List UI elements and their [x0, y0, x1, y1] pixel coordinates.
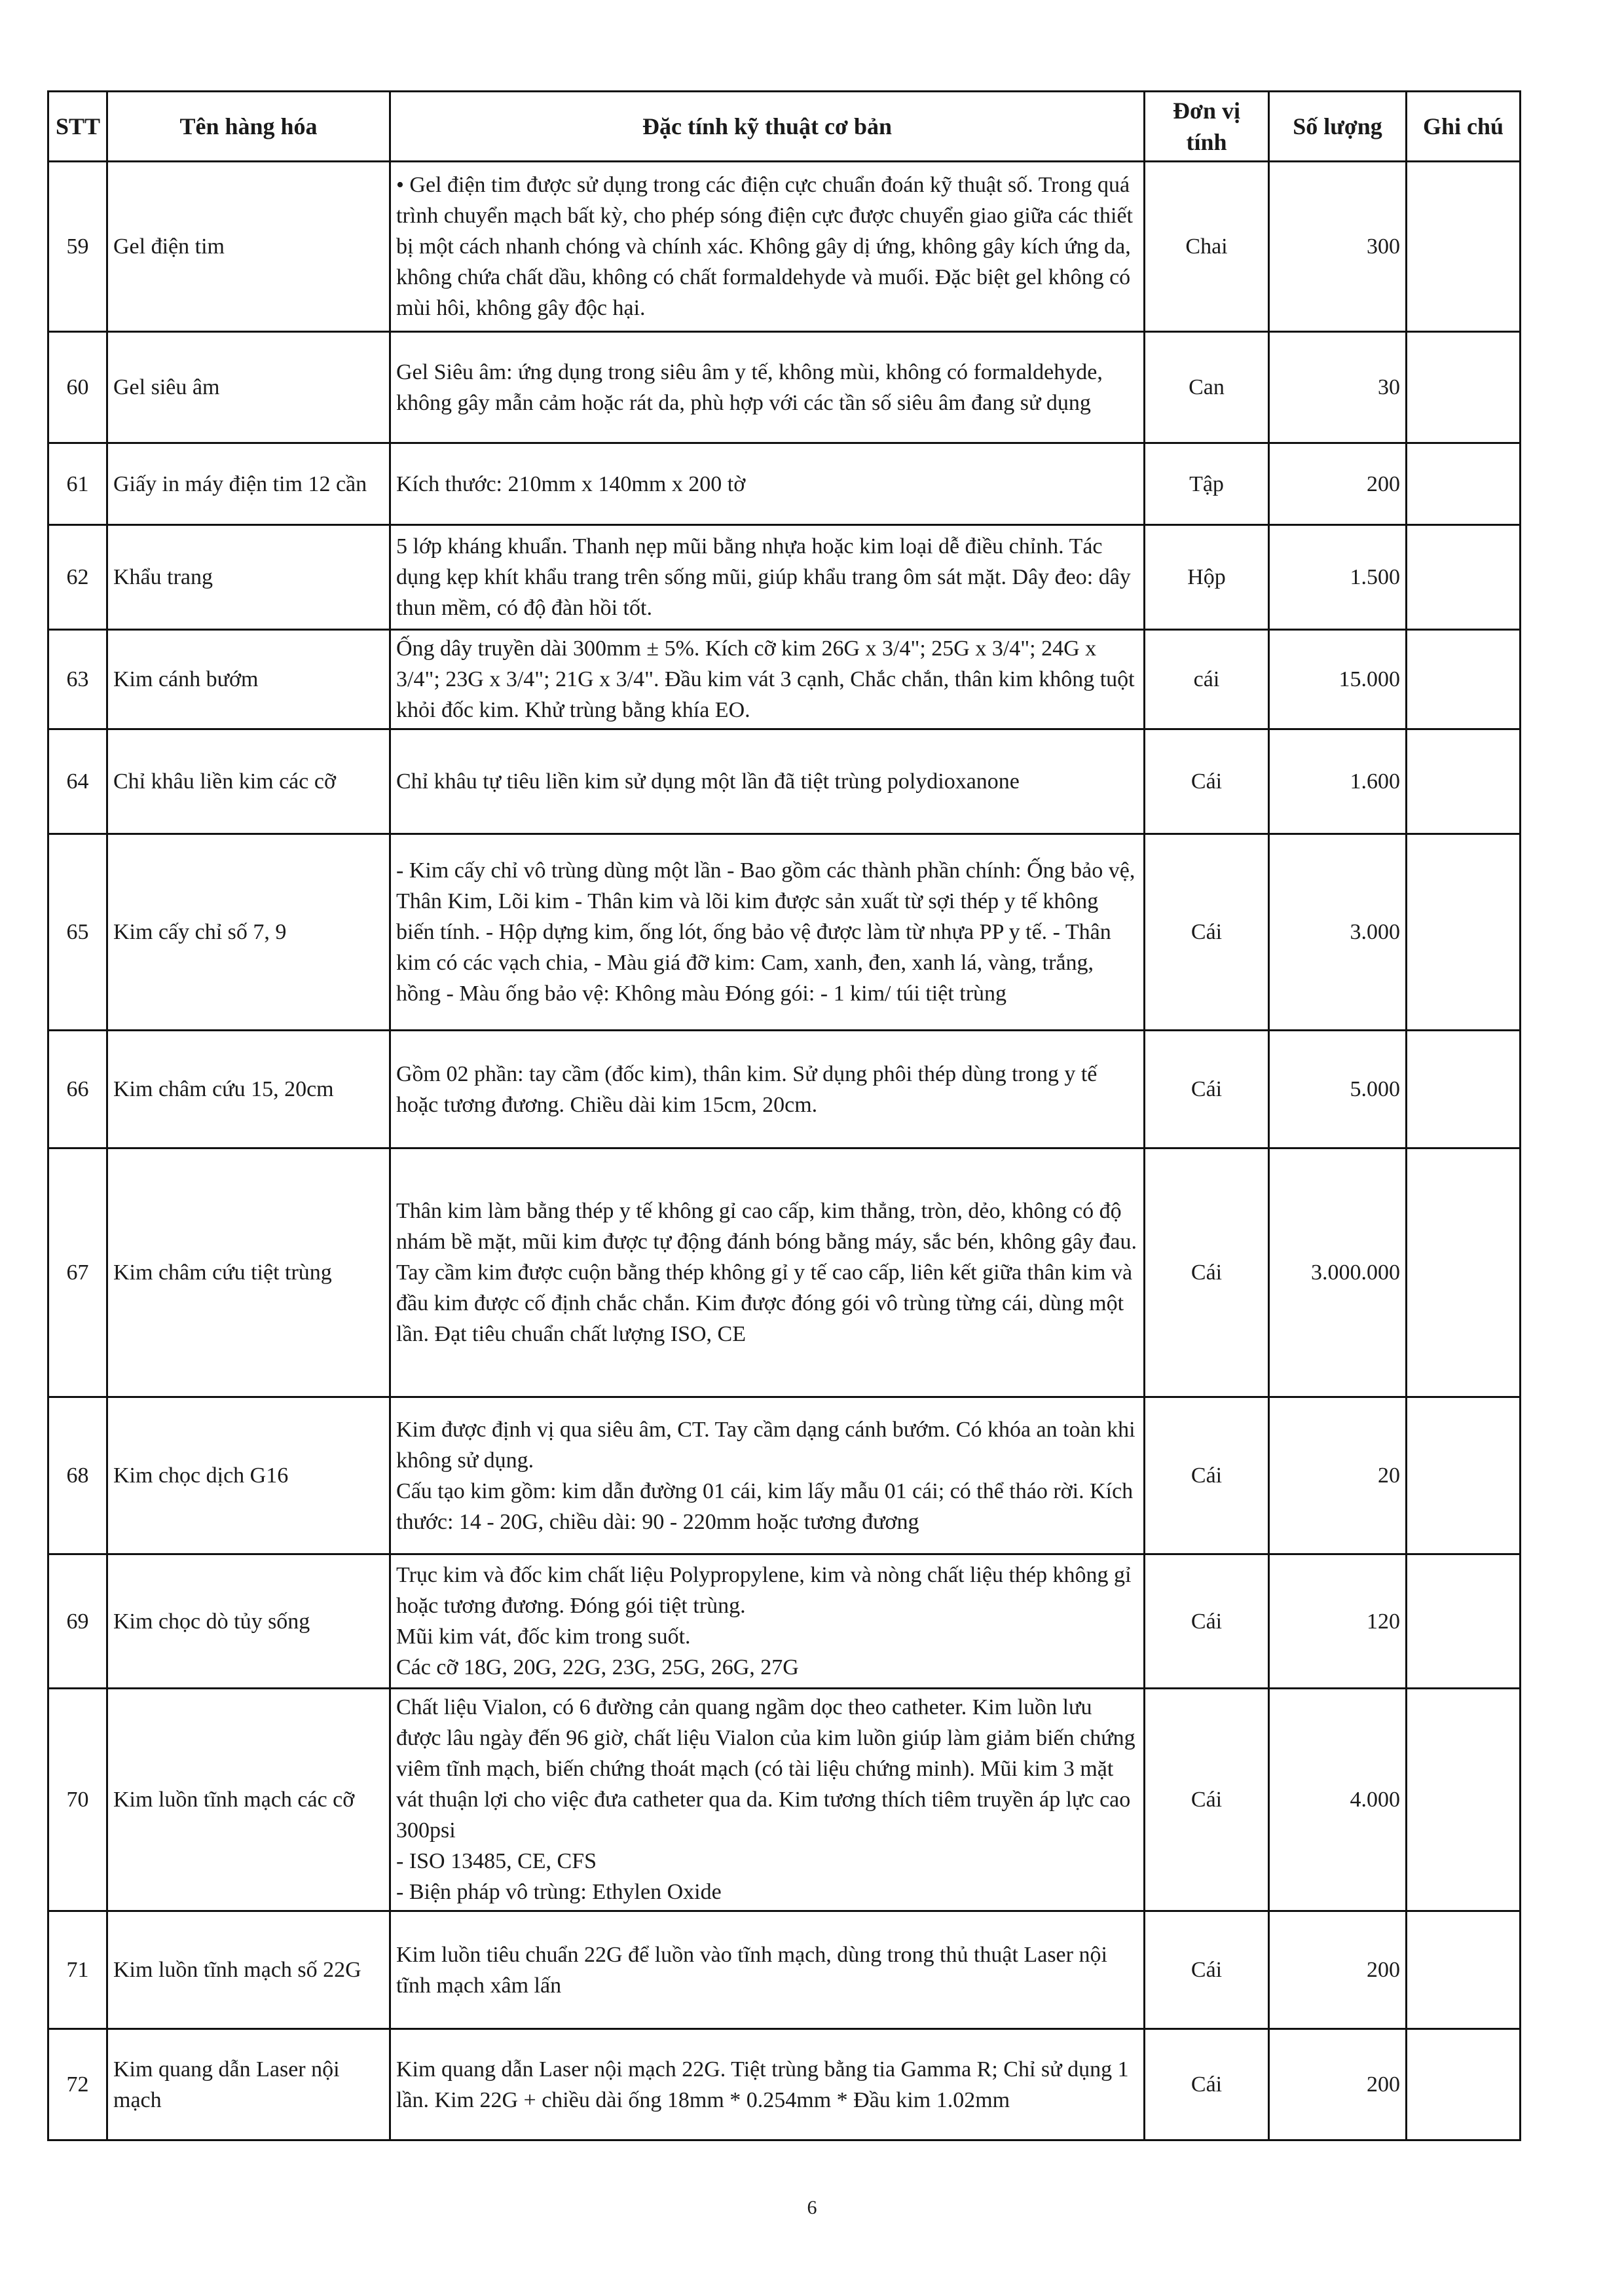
- row-spec: Kim quang dẫn Laser nội mạch 22G. Tiệt trùng bằng tia Gamma R; Chỉ sử dụng 1 lần. Kim 22G + chiều dài ống 18mm * 0.254mm * Đầu kim 1.02mm: [390, 2029, 1145, 2140]
- row-unit: Cái: [1145, 1031, 1269, 1148]
- spec-line: Cấu tạo kim gồm: kim dẫn đường 01 cái, kim lấy mẫu 01 cái; có thể tháo rời. Kích thước: 14 - 20G, chiều dài: 90 - 220mm hoặc tương đương: [396, 1478, 1134, 1534]
- row-spec: [390, 1689, 1145, 1911]
- spec-line: Mũi kim vát, đốc kim trong suốt.: [396, 1625, 691, 1649]
- row-note: [1407, 1911, 1521, 2029]
- row-name: Kim châm cứu 15, 20cm: [107, 1031, 390, 1148]
- row-unit: Hộp: [1145, 525, 1269, 630]
- row-note: [1407, 1397, 1521, 1554]
- table-row: [48, 1148, 1521, 1397]
- row-qty: 200: [1269, 1911, 1407, 2029]
- row-note: [1407, 162, 1521, 332]
- row-note: [1407, 630, 1521, 729]
- row-note: [1407, 332, 1521, 443]
- table-header-row: [48, 92, 1521, 162]
- row-name: Giấy in máy điện tim 12 cần: [107, 443, 390, 525]
- row-stt: 70: [48, 1689, 107, 1911]
- row-spec: 5 lớp kháng khuẩn. Thanh nẹp mũi bằng nhựa hoặc kim loại dễ điều chỉnh. Tác dụng kẹp khít khẩu trang trên sống mũi, giúp khẩu trang ôm sát mặt. Dây đeo: dây thun mềm, có độ đàn hồi tốt.: [390, 525, 1145, 630]
- goods-table: [47, 90, 1521, 2141]
- table-row: [48, 1911, 1521, 2029]
- header-unit: Đơn vị tính: [1145, 92, 1269, 162]
- row-name: Gel điện tim: [107, 162, 390, 332]
- table-row: [48, 1689, 1521, 1911]
- row-qty: 30: [1269, 332, 1407, 443]
- row-qty: 200: [1269, 443, 1407, 525]
- table-row: [48, 1397, 1521, 1554]
- row-name: Kim chọc dò tủy sống: [107, 1554, 390, 1689]
- row-unit: Cái: [1145, 1689, 1269, 1911]
- spec-line: Trục kim và đốc kim chất liệu Polypropylene, kim và nòng chất liệu thép không gỉ hoặc tương đương. Đóng gói tiệt trùng.: [396, 1563, 1132, 1618]
- row-stt: 63: [48, 630, 107, 729]
- row-note: [1407, 1554, 1521, 1689]
- header-qty: Số lượng: [1269, 92, 1407, 162]
- row-note: [1407, 1148, 1521, 1397]
- row-unit: Cái: [1145, 1554, 1269, 1689]
- page-number: 6: [807, 2197, 817, 2218]
- row-qty: 5.000: [1269, 1031, 1407, 1148]
- spec-line: Chất liệu Vialon, có 6 đường cản quang ngầm dọc theo catheter. Kim luồn lưu được lâu ngày đến 96 giờ, chất liệu Vialon của kim luồn giúp làm giảm biến chứng viêm tĩnh mạch, biến chứng thoát mạch (có tài liệu chứng minh). Mũi kim 3 mặt vát thuận lợi cho việc đưa catheter qua da. Kim tương thích tiêm truyền áp lực cao 300psi: [396, 1695, 1135, 1843]
- table-row: [48, 729, 1521, 834]
- spec-line: Các cỡ 18G, 20G, 22G, 23G, 25G, 26G, 27G: [396, 1655, 799, 1680]
- row-note: [1407, 525, 1521, 630]
- row-spec: Thân kim làm bằng thép y tế không gỉ cao cấp, kim thẳng, tròn, dẻo, không có độ nhám bề mặt, mũi kim được tự động đánh bóng bằng máy, sắc bén, không gây đau. Tay cầm kim được cuộn bằng thép không gỉ y tế cao cấp, liên kết giữa thân kim và đầu kim được cố định chắc chắn. Kim được đóng gói vô trùng từng cái, dùng một lần. Đạt tiêu chuẩn chất lượng ISO, CE: [390, 1148, 1145, 1397]
- spec-line: - Biện pháp vô trùng: Ethylen Oxide: [396, 1880, 722, 1904]
- row-stt: 68: [48, 1397, 107, 1554]
- row-spec: [390, 1397, 1145, 1554]
- row-unit: cái: [1145, 630, 1269, 729]
- table-row: [48, 332, 1521, 443]
- row-name: Gel siêu âm: [107, 332, 390, 443]
- row-note: [1407, 443, 1521, 525]
- row-name: Kim chọc dịch G16: [107, 1397, 390, 1554]
- row-unit: Chai: [1145, 162, 1269, 332]
- row-name: Kim cánh bướm: [107, 630, 390, 729]
- table-row: [48, 525, 1521, 630]
- row-stt: 69: [48, 1554, 107, 1689]
- row-unit: Cái: [1145, 834, 1269, 1031]
- row-qty: 120: [1269, 1554, 1407, 1689]
- row-spec: Ống dây truyền dài 300mm ± 5%. Kích cỡ kim 26G x 3/4"; 25G x 3/4"; 24G x 3/4"; 23G x 3/4"; 21G x 3/4". Đầu kim vát 3 cạnh, Chắc chắn, thân kim không tuột khỏi đốc kim. Khử trùng bằng khía EO.: [390, 630, 1145, 729]
- row-stt: 64: [48, 729, 107, 834]
- row-spec: • Gel điện tim được sử dụng trong các điện cực chuẩn đoán kỹ thuật số. Trong quá trình chuyển mạch bất kỳ, cho phép sóng điện cực được chuyển giao giữa các thiết bị một cách nhanh chóng và chính xác. Không gây dị ứng, không gây kích ứng da, không chứa chất dầu, không có chất formaldehyde và muối. Đặc biệt gel không có mùi hôi, không gây độc hại.: [390, 162, 1145, 332]
- spec-line: - ISO 13485, CE, CFS: [396, 1849, 597, 1873]
- row-stt: 62: [48, 525, 107, 630]
- row-note: [1407, 729, 1521, 834]
- row-qty: 1.600: [1269, 729, 1407, 834]
- row-note: [1407, 834, 1521, 1031]
- header-spec: Đặc tính kỹ thuật cơ bản: [390, 92, 1145, 162]
- header-stt: STT: [48, 92, 107, 162]
- row-stt: 66: [48, 1031, 107, 1148]
- row-spec: - Kim cấy chỉ vô trùng dùng một lần - Bao gồm các thành phần chính: Ống bảo vệ, Thân Kim, Lõi kim - Thân kim và lõi kim được sản xuất từ sợi thép y tế không biến tính. - Hộp dựng kim, ống lót, ống bảo vệ được làm từ nhựa PP y tế. - Thân kim có các vạch chia, - Màu giá đỡ kim: Cam, xanh, đen, xanh lá, vàng, trắng, hồng - Màu ống bảo vệ: Không màu Đóng gói: - 1 kim/ túi tiệt trùng: [390, 834, 1145, 1031]
- row-name: Chỉ khâu liền kim các cỡ: [107, 729, 390, 834]
- row-unit: Tập: [1145, 443, 1269, 525]
- table-row: [48, 834, 1521, 1031]
- row-unit: Cái: [1145, 2029, 1269, 2140]
- row-spec: Gồm 02 phần: tay cầm (đốc kim), thân kim. Sử dụng phôi thép dùng trong y tế hoặc tương đương. Chiều dài kim 15cm, 20cm.: [390, 1031, 1145, 1148]
- table-row: [48, 443, 1521, 525]
- row-name: Khẩu trang: [107, 525, 390, 630]
- header-name: Tên hàng hóa: [107, 92, 390, 162]
- row-name: Kim cấy chỉ số 7, 9: [107, 834, 390, 1031]
- row-qty: 15.000: [1269, 630, 1407, 729]
- row-spec: Gel Siêu âm: ứng dụng trong siêu âm y tế, không mùi, không có formaldehyde, không gây mẫn cảm hoặc rát da, phù hợp với các tần số siêu âm đang sử dụng: [390, 332, 1145, 443]
- row-stt: 71: [48, 1911, 107, 2029]
- row-stt: 65: [48, 834, 107, 1031]
- spec-line: Kim được định vị qua siêu âm, CT. Tay cầm dạng cánh bướm. Có khóa an toàn khi không sử dụng.: [396, 1417, 1135, 1473]
- row-note: [1407, 2029, 1521, 2140]
- row-name: Kim quang dẫn Laser nội mạch: [107, 2029, 390, 2140]
- row-unit: Cái: [1145, 1911, 1269, 2029]
- row-qty: 200: [1269, 2029, 1407, 2140]
- row-spec: Chỉ khâu tự tiêu liền kim sử dụng một lần đã tiệt trùng polydioxanone: [390, 729, 1145, 834]
- row-note: [1407, 1689, 1521, 1911]
- table-row: [48, 162, 1521, 332]
- row-qty: 3.000.000: [1269, 1148, 1407, 1397]
- row-qty: 4.000: [1269, 1689, 1407, 1911]
- row-unit: Cái: [1145, 729, 1269, 834]
- row-qty: 3.000: [1269, 834, 1407, 1031]
- row-spec: [390, 1554, 1145, 1689]
- row-stt: 72: [48, 2029, 107, 2140]
- table-row: [48, 1031, 1521, 1148]
- table-row: [48, 2029, 1521, 2140]
- row-stt: 67: [48, 1148, 107, 1397]
- row-stt: 61: [48, 443, 107, 525]
- row-name: Kim luồn tĩnh mạch các cỡ: [107, 1689, 390, 1911]
- row-qty: 20: [1269, 1397, 1407, 1554]
- row-spec: Kích thước: 210mm x 140mm x 200 tờ: [390, 443, 1145, 525]
- row-name: Kim luồn tĩnh mạch số 22G: [107, 1911, 390, 2029]
- row-name: Kim châm cứu tiệt trùng: [107, 1148, 390, 1397]
- row-unit: Cái: [1145, 1397, 1269, 1554]
- row-qty: 300: [1269, 162, 1407, 332]
- row-spec: Kim luồn tiêu chuẩn 22G để luồn vào tĩnh mạch, dùng trong thủ thuật Laser nội tĩnh mạch xâm lấn: [390, 1911, 1145, 2029]
- row-qty: 1.500: [1269, 525, 1407, 630]
- row-stt: 59: [48, 162, 107, 332]
- header-note: Ghi chú: [1407, 92, 1521, 162]
- table-row: [48, 630, 1521, 729]
- row-note: [1407, 1031, 1521, 1148]
- row-stt: 60: [48, 332, 107, 443]
- row-unit: Cái: [1145, 1148, 1269, 1397]
- row-unit: Can: [1145, 332, 1269, 443]
- table-row: [48, 1554, 1521, 1689]
